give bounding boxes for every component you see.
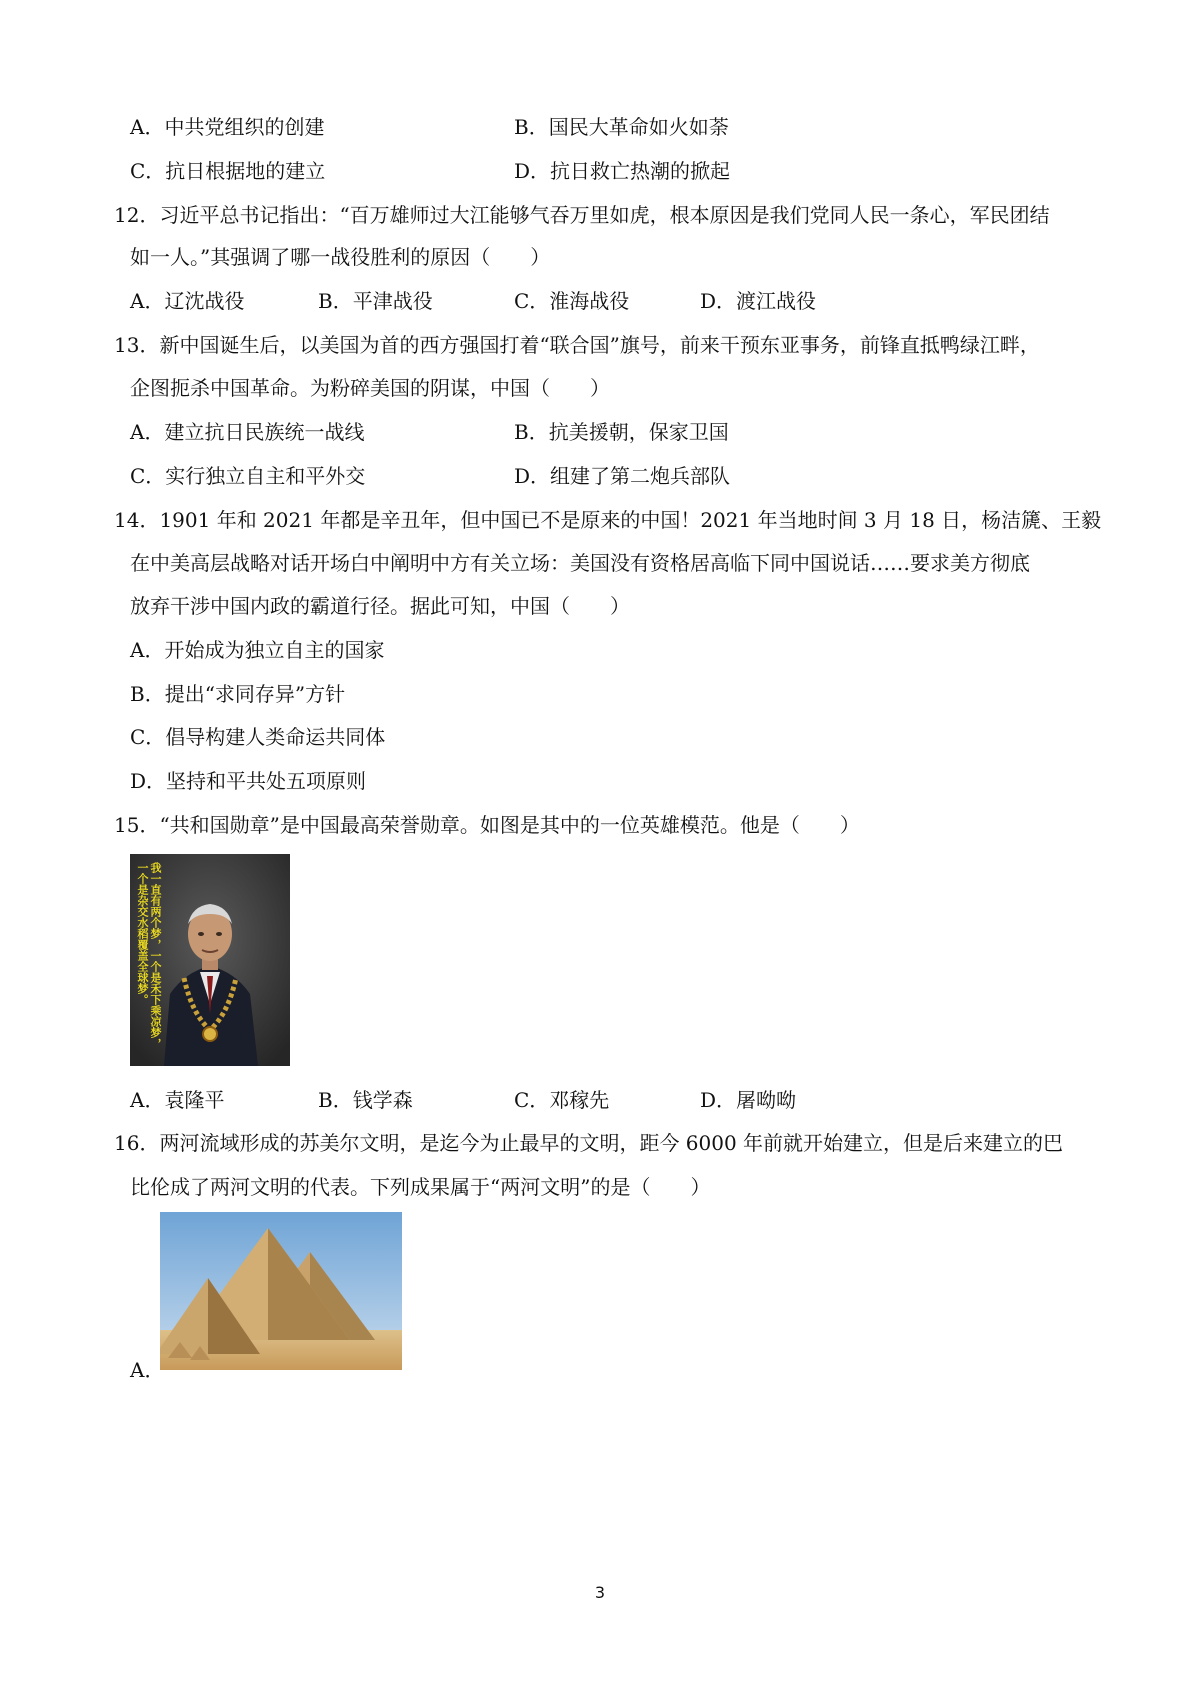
q11-option-d: D．抗日救亡热潮的掀起 (514, 159, 731, 183)
q12-stem-line1: 12．习近平总书记指出：“百万雄师过大江能够气吞万里如虎，根本原因是我们党同人民一条心，军民团结 (114, 203, 1050, 227)
pyramids-image (160, 1212, 402, 1370)
q14-option-a: A．开始成为独立自主的国家 (130, 638, 385, 662)
q14-option-b: B．提出“求同存异”方针 (130, 682, 346, 706)
q16-stem-line2: 比伦成了两河文明的代表。下列成果属于“两河文明”的是（ ） (130, 1175, 711, 1199)
q14-stem-line1: 14．1901 年和 2021 年都是辛丑年，但中国已不是原来的中国！2021 年当地时间 3 月 18 日，杨洁篪、王毅 (114, 508, 1102, 532)
q16-option-a-label: A． (130, 1358, 165, 1382)
portrait-quote-caption: 我一直有两个梦，一个是禾下乘凉梦，一个是杂交水稻覆盖全球梦。 (136, 862, 162, 1049)
q13-option-a: A．建立抗日民族统一战线 (130, 420, 365, 444)
q12-option-d: D．渡江战役 (700, 289, 817, 313)
page-number: 3 (594, 1583, 606, 1602)
q13-stem-line2: 企图扼杀中国革命。为粉碎美国的阴谋，中国（ ） (130, 376, 610, 400)
medal-hero-portrait (130, 854, 290, 1066)
q11-option-c: C．抗日根据地的建立 (130, 159, 326, 183)
q15-option-b: B．钱学森 (318, 1088, 413, 1112)
q15-option-d: D．屠呦呦 (700, 1088, 797, 1112)
q15-option-c: C．邓稼先 (514, 1088, 610, 1112)
pyramids-picture (160, 1212, 402, 1370)
q13-stem-line1: 13．新中国诞生后，以美国为首的西方强国打着“联合国”旗号，前来干预东亚事务，前锋直抵鸭绿江畔， (114, 333, 1040, 357)
q14-option-d: D．坚持和平共处五项原则 (130, 769, 367, 793)
q13-option-d: D．组建了第二炮兵部队 (514, 464, 731, 488)
q13-option-c: C．实行独立自主和平外交 (130, 464, 366, 488)
q12-stem-line2: 如一人。”其强调了哪一战役胜利的原因（ ） (130, 245, 551, 269)
q12-option-b: B．平津战役 (318, 289, 433, 313)
q12-option-a: A．辽沈战役 (130, 289, 245, 313)
q14-stem-line3: 放弃干涉中国内政的霸道行径。据此可知，中国（ ） (130, 594, 630, 618)
q12-option-c: C．淮海战役 (514, 289, 630, 313)
q14-stem-line2: 在中美高层战略对话开场白中阐明中方有关立场：美国没有资格居高临下同中国说话……要求美方彻底 (130, 551, 1030, 575)
q11-option-a: A．中共党组织的创建 (130, 115, 325, 139)
q11-option-b: B．国民大革命如火如荼 (514, 115, 729, 139)
q14-option-c: C．倡导构建人类命运共同体 (130, 725, 386, 749)
q15-stem-line1: 15．“共和国勋章”是中国最高荣誉勋章。如图是其中的一位英雄模范。他是（ ） (114, 813, 860, 837)
q13-option-b: B．抗美援朝，保家卫国 (514, 420, 729, 444)
q16-stem-line1: 16．两河流域形成的苏美尔文明，是迄今为止最早的文明，距今 6000 年前就开始建立，但是后来建立的巴 (114, 1131, 1064, 1155)
q15-option-a: A．袁隆平 (130, 1088, 225, 1112)
